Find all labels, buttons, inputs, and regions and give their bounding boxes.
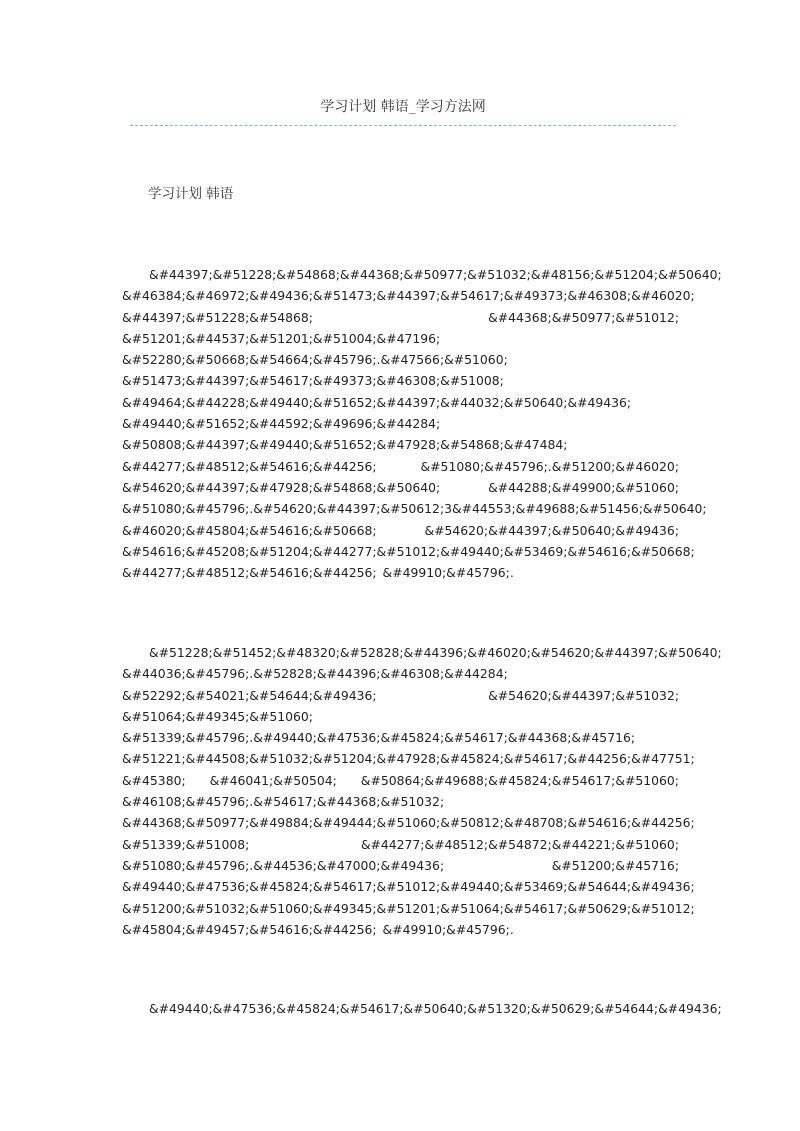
text-segment: &#49440;&#51652;&#44592;&#49696;&#44284; bbox=[122, 416, 441, 432]
text-line bbox=[122, 791, 679, 812]
text-segment: &#51473;&#44397;&#54617;&#49373;&#46308;&#51008; bbox=[122, 373, 504, 389]
text-segment: &#51201;&#44537;&#51201;&#51004;&#47196; bbox=[122, 330, 441, 346]
text-line bbox=[122, 456, 679, 477]
text-line bbox=[122, 685, 679, 706]
text-segment: &#51228; bbox=[149, 645, 213, 660]
text-segment: &#49440;&#53469;&#54616;&#50668; bbox=[440, 543, 695, 559]
text-segment: &#44368;&#50977;&#51032; bbox=[339, 267, 531, 282]
text-segment: &#44368;&#50977;&#51012; bbox=[488, 309, 679, 325]
text-line bbox=[122, 434, 679, 455]
text-line bbox=[122, 498, 707, 519]
text-segment: &#49910;&#45796;. bbox=[382, 565, 514, 581]
document-title: 学习计划 韩语 bbox=[148, 186, 234, 202]
text-segment: &#54620;&#44397;&#50640; bbox=[530, 645, 722, 660]
text-segment: &#49440;&#47536;&#45824;&#54617;&#51012; bbox=[122, 879, 441, 895]
text-segment: &#54616;&#45208; bbox=[122, 543, 250, 559]
text-segment: &#51200;&#51032; bbox=[122, 900, 250, 916]
text-segment: &#51200;&#45716; bbox=[551, 857, 679, 873]
text-segment: &#49440;&#47536;&#45824;&#54617;&#50640; bbox=[149, 1001, 468, 1016]
header-divider bbox=[130, 125, 676, 126]
paragraph-2 bbox=[122, 642, 722, 940]
text-segment: &#51080;&#45796;.&#44536;&#47000;&#49436; bbox=[122, 857, 445, 873]
text-segment: &#44277;&#48512;&#54872;&#44221;&#51060; bbox=[360, 836, 679, 852]
text-line bbox=[122, 392, 679, 413]
text-line bbox=[122, 919, 679, 940]
text-line bbox=[122, 748, 695, 769]
text-segment: &#44277;&#48512;&#54616;&#44256; bbox=[122, 565, 377, 581]
text-line bbox=[122, 264, 722, 285]
page-header-title: 学习计划 韩语_学习方法网 bbox=[320, 99, 486, 115]
text-line bbox=[122, 562, 679, 583]
text-segment: &#51080;&#45796;.&#54620;&#44397;&#50612; bbox=[122, 501, 445, 517]
text-segment: &#52280;&#50668;&#54664;&#45796;.&#47566;&#51060; bbox=[122, 352, 508, 368]
text-line bbox=[122, 349, 679, 370]
text-line bbox=[122, 642, 722, 663]
text-segment: &#51320;&#50629;&#54644;&#49436; bbox=[467, 1001, 722, 1016]
text-segment: &#44397;&#51228;&#54868; bbox=[149, 267, 340, 282]
text-segment: &#54620;&#44397;&#51032; bbox=[488, 687, 679, 703]
text-line bbox=[122, 370, 679, 391]
text-segment: &#51060;&#49345;&#51201;&#51064; bbox=[249, 900, 504, 916]
text-segment: &#44288;&#49900;&#51060; bbox=[488, 479, 679, 495]
text-segment: 3&#44553;&#49688;&#51456;&#50640; bbox=[444, 501, 707, 517]
text-line bbox=[122, 520, 679, 541]
text-segment: &#49464;&#44228;&#49440;&#51652;&#44397;&#44032;&#50640;&#49436; bbox=[122, 394, 632, 410]
text-segment: &#51452;&#48320; bbox=[212, 645, 340, 660]
text-segment: &#54620;&#44397;&#50640;&#49436; bbox=[424, 522, 679, 538]
text-line bbox=[122, 998, 722, 1019]
text-segment: &#51204;&#44277;&#51012; bbox=[249, 543, 441, 559]
text-segment: &#45380; bbox=[122, 772, 186, 788]
text-segment: &#49440;&#53469;&#54644;&#49436; bbox=[440, 879, 695, 895]
text-segment: &#51080;&#45796;.&#51200;&#46020; bbox=[420, 458, 679, 474]
text-segment: &#46384;&#46972;&#49436; bbox=[122, 288, 313, 304]
text-line bbox=[122, 413, 679, 434]
text-line bbox=[122, 285, 695, 306]
text-line bbox=[122, 477, 679, 498]
text-segment: &#51064;&#49345;&#51060; bbox=[122, 708, 313, 724]
text-segment: &#46020;&#45804;&#54616;&#50668; bbox=[122, 522, 377, 538]
text-segment: &#46041;&#50504; bbox=[209, 772, 337, 788]
text-segment: &#49910;&#45796;. bbox=[382, 921, 514, 937]
text-segment: &#51339;&#51008; bbox=[122, 836, 250, 852]
text-segment: &#44036;&#45796;.&#52828;&#44396;&#46308;&#44284; bbox=[122, 666, 508, 682]
text-segment: &#47751; bbox=[631, 751, 695, 767]
text-segment: &#54620;&#44397;&#47928;&#54868;&#50640; bbox=[122, 479, 441, 495]
text-line bbox=[122, 307, 679, 328]
text-segment: &#51339;&#45796;.&#49440;&#47536;&#45824;&#54617;&#44368;&#45716; bbox=[122, 730, 636, 746]
text-line bbox=[122, 727, 679, 748]
text-segment: &#51221;&#44508;&#51032; bbox=[122, 751, 313, 767]
text-segment: &#48156;&#51204;&#50640; bbox=[530, 267, 722, 282]
paragraph-1 bbox=[122, 264, 722, 583]
text-line bbox=[122, 812, 695, 833]
text-segment: &#44368;&#50977;&#49884;&#49444;&#51060; bbox=[122, 815, 441, 831]
text-segment: &#51473;&#44397;&#54617;&#49373;&#46308;&#46020; bbox=[312, 288, 695, 304]
text-segment: &#44277;&#48512;&#54616;&#44256; bbox=[122, 458, 377, 474]
text-line bbox=[122, 663, 679, 684]
text-line bbox=[122, 898, 695, 919]
text-line bbox=[122, 328, 679, 349]
text-segment: &#50808;&#44397;&#49440;&#51652;&#47928;&#54868;&#47484; bbox=[122, 437, 568, 453]
text-segment: &#46108;&#45796;.&#54617;&#44368;&#51032; bbox=[122, 794, 445, 810]
text-line bbox=[122, 706, 679, 727]
text-segment: &#52828;&#44396;&#46020; bbox=[339, 645, 531, 660]
text-line bbox=[122, 770, 679, 791]
text-segment: &#50812;&#48708;&#54616;&#44256; bbox=[440, 815, 695, 831]
paragraph-3 bbox=[122, 998, 722, 1019]
text-line bbox=[122, 834, 679, 855]
text-line bbox=[122, 876, 695, 897]
text-line bbox=[122, 855, 679, 876]
text-segment: &#44397;&#51228;&#54868; bbox=[122, 309, 313, 325]
text-segment: &#51204;&#47928;&#45824;&#54617;&#44256; bbox=[312, 751, 632, 767]
text-line bbox=[122, 541, 695, 562]
text-segment: &#54617;&#50629;&#51012; bbox=[503, 900, 695, 916]
text-segment: &#52292;&#54021;&#54644;&#49436; bbox=[122, 687, 377, 703]
text-segment: &#50864;&#49688;&#45824;&#54617;&#51060; bbox=[360, 772, 679, 788]
text-segment: &#45804;&#49457;&#54616;&#44256; bbox=[122, 921, 377, 937]
